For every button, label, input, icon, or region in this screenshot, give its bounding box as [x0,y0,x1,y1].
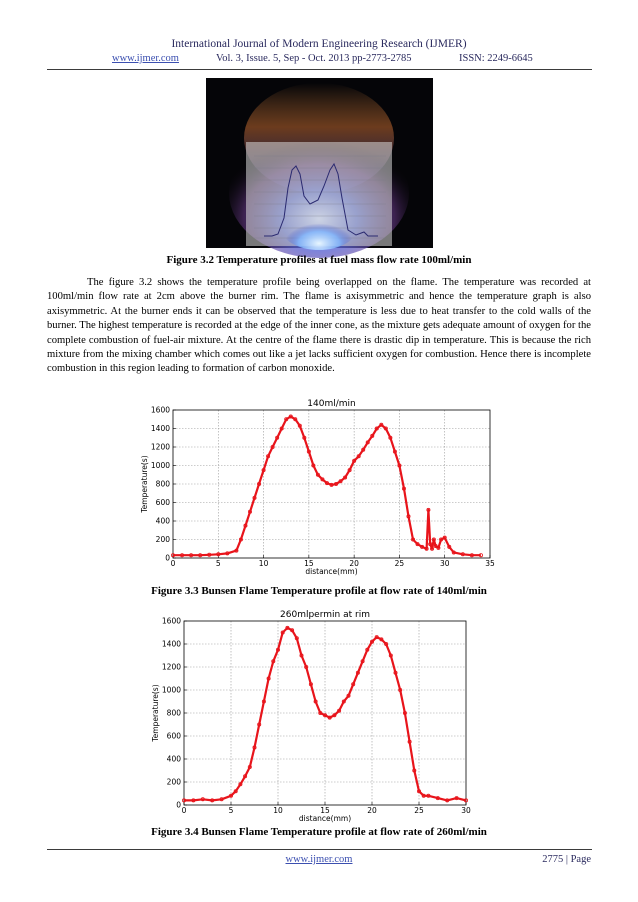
y-tick-label: 1200 [150,442,170,452]
y-tick-label: 1400 [161,639,181,649]
y-tick-label: 1400 [150,424,170,433]
header-website-link[interactable]: www.ijmer.com [112,53,179,64]
paragraph-text: The figure 3.2 shows the temperature profile being overlapped on the flame. The temperature was recorded at 100ml/min flow rate at 2cm above the burner rim. The flame is axisymmetric and hence the temperature graph is also axisymmetric. At the burner ends it can be observed that the temperature is less due to heat transfer to the cold walls of the burner. The highest temperature is recorded at the edge of the inner cone, as the mixture gets adequate amount of oxygen for the complete combustion of fuel-air mixture. At the centre of the flame there is drastic dip in temperature. This is because the rich mixture from the mixing chamber which comes out like a jet lacks sufficient oxygen for combustion. Hence there is incomplete combustion in this region leading to formation of carbon monoxide. [47,277,591,375]
header-volume: Vol. 3, Issue. 5, Sep - Oct. 2013 pp-2773-2785 [216,53,412,64]
y-tick-label: 400 [155,516,170,526]
x-axis-label: distance(mm) [298,814,352,823]
chart-260ml-min [144,603,484,825]
y-tick-label: 800 [166,708,181,718]
x-tick-label: 10 [258,559,269,568]
x-tick-label: 15 [320,806,330,815]
y-axis-label: Temperature(s) [151,684,160,742]
x-axis-label: distance(mm) [305,567,358,576]
chart-title: 260mlpermin at rim [280,610,370,620]
figure-3-3-caption: Figure 3.3 Bunsen Flame Temperature profile at flow rate of 140ml/min [151,585,487,597]
series-line [173,417,481,556]
x-tick-label: 5 [228,806,234,815]
chart-140ml-min [140,398,500,583]
y-tick-label: 1600 [150,405,170,415]
figure-3-2-caption: Figure 3.2 Temperature profiles at fuel mass flow rate 100ml/min [166,254,472,266]
x-tick-label: 0 [170,559,176,568]
header-rule [47,69,592,70]
y-tick-label: 200 [155,535,170,544]
y-tick-label: 0 [176,800,181,810]
figure-3-4-caption: Figure 3.4 Bunsen Flame Temperature profile at flow rate of 260ml/min [151,826,487,838]
journal-title: International Journal of Modern Engineering Research (IJMER) [171,38,467,50]
flame-temperature-photo [206,78,433,248]
footer-rule [47,849,592,850]
chart-title: 140ml/min [307,399,356,409]
y-tick-label: 400 [166,754,181,764]
y-tick-label: 200 [166,777,181,787]
y-axis-label: Temperature(s) [140,455,149,513]
x-tick-label: 35 [485,559,495,568]
y-tick-label: 1200 [161,662,181,672]
y-tick-label: 600 [155,498,170,507]
x-tick-label: 15 [304,559,314,568]
footer-page-number: 2775 | Page [542,854,591,865]
y-tick-label: 600 [166,731,181,741]
x-tick-label: 0 [181,806,187,815]
x-tick-label: 10 [273,806,283,815]
body-paragraph [47,276,591,377]
y-tick-label: 800 [155,479,170,489]
x-tick-label: 30 [439,559,450,568]
x-tick-label: 5 [215,559,221,568]
x-tick-label: 25 [414,806,424,815]
y-tick-label: 1000 [150,461,170,470]
x-tick-label: 30 [461,806,471,815]
y-tick-label: 0 [165,553,170,563]
header-issn: ISSN: 2249-6645 [459,53,533,64]
x-tick-label: 20 [349,559,359,568]
footer-website-link[interactable]: www.ijmer.com [285,854,353,865]
y-tick-label: 1000 [161,685,181,695]
x-tick-label: 20 [367,806,377,815]
y-tick-label: 1600 [161,616,181,626]
x-tick-label: 25 [394,559,405,568]
